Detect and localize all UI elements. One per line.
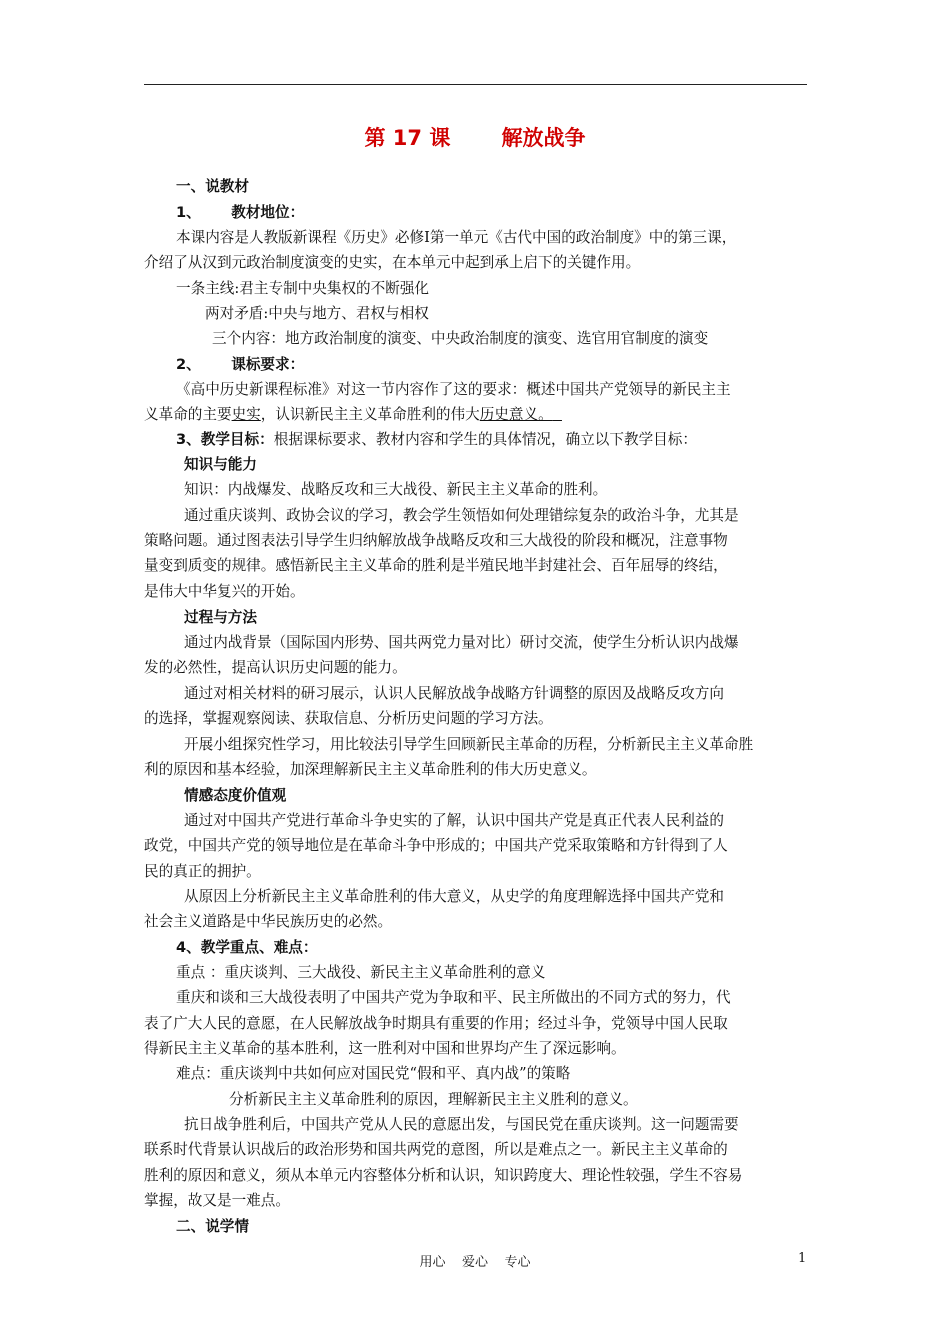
paragraph-line: 掌握，故又是一难点。 bbox=[144, 1192, 290, 1209]
section-heading-2: 二、说学情 bbox=[176, 1218, 249, 1235]
page-number: 1 bbox=[798, 1251, 807, 1266]
lesson-title: 第 17 课 解放战争 bbox=[364, 126, 586, 150]
paragraph-line: 通过重庆谈判、政协会议的学习，教会学生领悟如何处理错综复杂的政治斗争，尤其是 bbox=[184, 507, 739, 524]
paragraph-line: 联系时代背景认识战后的政治形势和国共两党的意图，所以是难点之一。新民主主义革命的 bbox=[144, 1141, 728, 1158]
paragraph-line: 利的原因和基本经验，加深理解新民主主义革命胜利的伟大历史意义。 bbox=[144, 761, 597, 778]
heading-teaching-goals: 3、教学目标： bbox=[176, 431, 274, 448]
underlined-text: 史实 bbox=[231, 406, 261, 423]
paragraph-line: 通过内战背景（国际国内形势、国共两党力量对比）研讨交流，使学生分析认识内战爆 bbox=[184, 634, 739, 651]
subheading-process: 过程与方法 bbox=[184, 609, 257, 626]
paragraph-line bbox=[144, 405, 562, 425]
paragraph-line: 本课内容是人教版新课程《历史》必修Ⅰ第一单元《古代中国的政治制度》中的第三课， bbox=[176, 229, 737, 246]
paragraph-line: 量变到质变的规律。感悟新民主主义革命的胜利是半殖民地半封建社会、百年屈辱的终结， bbox=[144, 557, 728, 574]
heading-key-points: 4、教学重点、难点： bbox=[176, 939, 318, 956]
heading-textbook-position: 1、 教材地位： bbox=[176, 204, 305, 221]
paragraph-line: 抗日战争胜利后，中国共产党从人民的意愿出发，与国民党在重庆谈判。这一问题需要 bbox=[184, 1116, 739, 1133]
paragraph-line: 分析新民主主义革命胜利的原因，理解新民主主义胜利的意义。 bbox=[229, 1091, 638, 1108]
text-segment: 根据课标要求、教材内容和学生的具体情况，确立以下教学目标： bbox=[273, 431, 697, 448]
paragraph-line: 民的真正的拥护。 bbox=[144, 863, 261, 880]
footer-motto: 用心 爱心 专心 bbox=[419, 1255, 531, 1270]
paragraph-line: 重点 ：重庆谈判、三大战役、新民主主义革命胜利的意义 bbox=[176, 964, 546, 981]
paragraph-line: 策略问题。通过图表法引导学生归纳解放战争战略反攻和三大战役的阶段和概况，注意事物 bbox=[144, 532, 728, 549]
paragraph-line: 知识：内战爆发、战略反攻和三大战役、新民主主义革命的胜利。 bbox=[184, 481, 608, 498]
paragraph-line: 的选择，掌握观察阅读、获取信息、分析历史问题的学习方法。 bbox=[144, 710, 553, 727]
paragraph-line: 通过对中国共产党进行革命斗争史实的了解，认识中国共产党是真正代表人民利益的 bbox=[184, 812, 724, 829]
paragraph-line: 从原因上分析新民主主义革命胜利的伟大意义，从史学的角度理解选择中国共产党和 bbox=[184, 888, 724, 905]
subheading-values: 情感态度价值观 bbox=[184, 787, 287, 804]
section-heading-1: 一、说教材 bbox=[176, 178, 249, 195]
paragraph-line: 《高中历史新课程标准》对这一节内容作了这的要求：概述中国共产党领导的新民主主 bbox=[176, 381, 731, 398]
paragraph-line: 社会主义道路是中华民族历史的必然。 bbox=[144, 913, 393, 930]
paragraph-line: 三个内容：地方政治制度的演变、中央政治制度的演变、选官用官制度的演变 bbox=[212, 330, 709, 347]
underline-tail bbox=[553, 406, 562, 423]
paragraph-line: 政党，中国共产党的领导地位是在革命斗争中形成的；中国共产党采取策略和方针得到了人 bbox=[144, 837, 728, 854]
paragraph-line: 介绍了从汉到元政治制度演变的史实，在本单元中起到承上启下的关键作用。 bbox=[144, 254, 641, 271]
subheading-knowledge: 知识与能力 bbox=[184, 456, 257, 473]
paragraph-line: 是伟大中华复兴的开始。 bbox=[144, 583, 305, 600]
underlined-text: 历史意义。 bbox=[479, 406, 553, 423]
text-segment: 义革命的主要 bbox=[144, 406, 232, 423]
paragraph-line: 得新民主主义革命的基本胜利，这一胜利对中国和世界均产生了深远影响。 bbox=[144, 1040, 626, 1057]
heading-curriculum-standard: 2、 课标要求： bbox=[176, 356, 305, 373]
paragraph-line: 通过对相关材料的研习展示，认识人民解放战争战略方针调整的原因及战略反攻方向 bbox=[184, 685, 724, 702]
paragraph-line: 难点：重庆谈判中共如何应对国民党“假和平、真内战”的策略 bbox=[176, 1065, 571, 1082]
paragraph-line: 表了广大人民的意愿，在人民解放战争时期具有重要的作用；经过斗争，党领导中国人民取 bbox=[144, 1015, 728, 1032]
header-rule bbox=[144, 84, 807, 85]
heading-teaching-goals-line bbox=[176, 430, 697, 450]
paragraph-line: 一条主线:君主专制中央集权的不断强化 bbox=[176, 280, 430, 297]
paragraph-line: 胜利的原因和意义，须从本单元内容整体分析和认识，知识跨度大、理论性较强，学生不容易 bbox=[144, 1167, 743, 1184]
paragraph-line: 发的必然性，提高认识历史问题的能力。 bbox=[144, 659, 407, 676]
text-segment: ，认识新民主主义革命胜利的伟大 bbox=[260, 406, 480, 423]
paragraph-line: 两对矛盾:中央与地方、君权与相权 bbox=[205, 305, 429, 322]
paragraph-line: 开展小组探究性学习，用比较法引导学生回顾新民主革命的历程，分析新民主主义革命胜 bbox=[184, 736, 754, 753]
paragraph-line: 重庆和谈和三大战役表明了中国共产党为争取和平、民主所做出的不同方式的努力，代 bbox=[176, 989, 731, 1006]
